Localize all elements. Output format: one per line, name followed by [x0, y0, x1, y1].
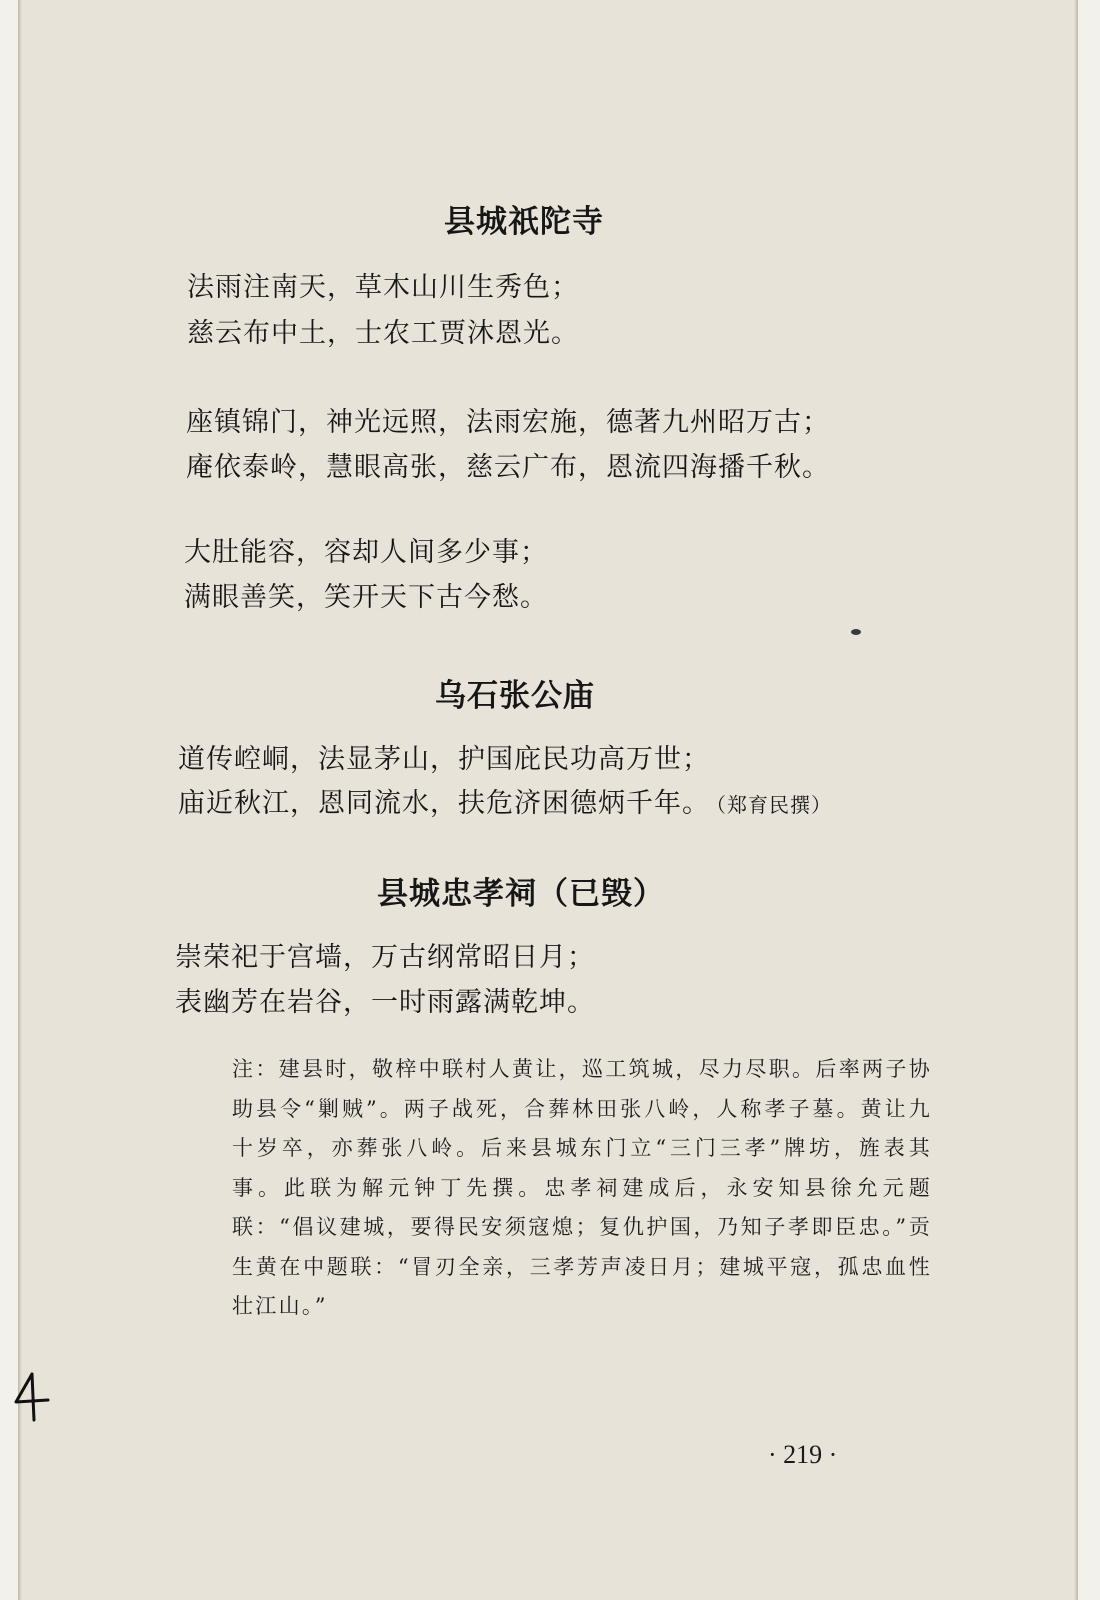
section-title: 县城忠孝祠（已毁） [377, 876, 665, 912]
couplet-line: 座镇锦门，神光远照，法雨宏施，德著九州昭万古； [186, 407, 830, 438]
couplet-line: 道传崆峒，法显茅山，护国庇民功高万世； [178, 744, 710, 775]
page-right-shadow [1074, 0, 1078, 1600]
couplet-line [178, 781, 832, 820]
section-title: 县城祇陀寺 [444, 204, 604, 240]
print-speck [849, 627, 863, 637]
author-attribution: （郑育民撰） [716, 793, 832, 817]
section-title: 乌石张公庙 [435, 678, 595, 714]
couplet-line: 庵依泰岭，慧眼高张，慈云广布，恩流四海播千秋。 [186, 452, 830, 483]
couplet-text: 庙近秋江，恩同流水，扶危济困德炳千年。 [178, 788, 710, 819]
couplet-line: 表幽芳在岩谷，一时雨露满乾坤。 [175, 987, 595, 1018]
couplet-line: 慈云布中土，士农工贾沐恩光。 [187, 318, 579, 349]
scan-left-margin [0, 0, 18, 1600]
page-number: · 219 · [768, 1440, 838, 1469]
page-left-shadow [18, 0, 22, 1600]
scan-right-margin [1078, 0, 1100, 1600]
couplet-line: 法雨注南天，草木山川生秀色； [187, 272, 579, 303]
couplet-line: 大肚能容，容却人间多少事； [184, 537, 548, 568]
couplet-line: 满眼善笑，笑开天下古今愁。 [184, 582, 548, 613]
handwritten-mark [10, 1370, 54, 1422]
annotation-note: 注：建县时，敬梓中联村人黄让，巡工筑城，尽力尽职。后率两子协助县令“剿贼”。两子战死，合葬林田张八岭，人称孝子墓。黄让九十岁卒，亦葬张八岭。后来县城东门立“三门三孝”牌坊，旌表其事。此联为解元钟丁先撰。忠孝祠建成后，永安知县徐允元题联：“倡议建城，要得民安须寇熄；复仇护国，乃知子孝即臣忠。”贡生黄在中题联：“冒刃全亲，三孝芳声凌日月；建城平寇，孤忠血性壮江山。” [232, 1057, 932, 1318]
couplet-line: 崇荣祀于宫墙，万古纲常昭日月； [175, 942, 595, 973]
